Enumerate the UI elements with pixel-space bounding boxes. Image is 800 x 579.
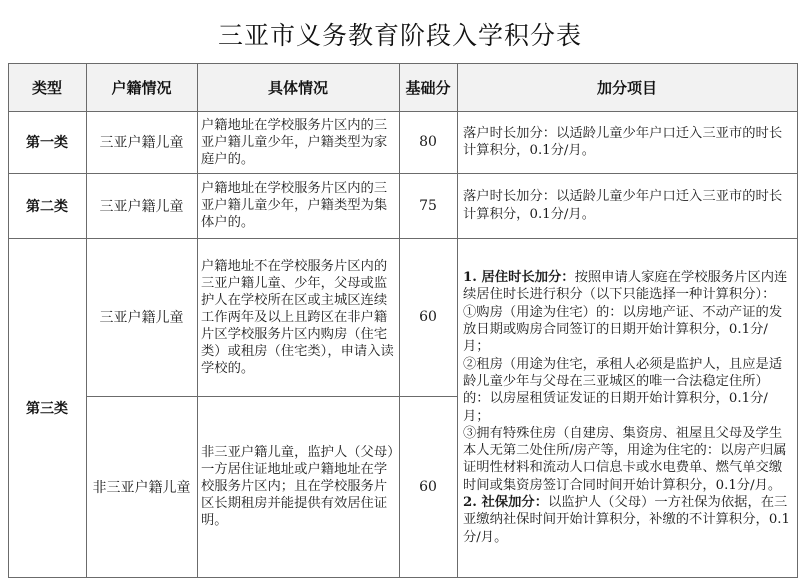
row-1-bonus-cell [457,111,797,173]
row-3b-hukou: 非三亚户籍儿童 [92,479,191,496]
header-detail: 具体情况 [267,78,328,97]
row-1-type: 第一类 [26,135,68,151]
header-hukou: 户籍情况 [111,78,172,97]
row-2-detail-cell [197,173,399,238]
row-3a-base-score: 60 [419,309,437,325]
row-1-detail: 户籍地址在学校服务片区内的三亚户籍儿童少年，户籍类型为家庭户的。 [201,117,388,167]
table-border-right [797,63,798,578]
row-3-bonus-cell [457,238,797,577]
header-base-score: 基础分 [405,78,451,97]
row-3a-hukou: 三亚户籍儿童 [99,310,184,326]
bonus-item-3: ③拥有特殊住房（自建房、集资房、祖屋且父母及学生本人无第二处住所/房产等，用途为住宅的：以房产归属证明性材料和流动人口信息卡或水电费单、燃气单交缴时间或集资房签订合同时间开始计算积分，0.1分/月。 [463,425,787,493]
row-2-type: 第二类 [26,198,68,215]
bonus-part-2-text: 以监护人（父母）一方社保为依据，在三亚缴纳社保时间开始计算积分，补缴的不计算积分，0.1分/月。 [463,494,790,545]
row-3a-detail: 户籍地址不在学校服务片区内的三亚户籍儿童、少年，父母或监护人在学校所在区或主城区连续工作两年及以上且跨区在非户籍片区学校服务片区内购房（住宅类）或租房（住宅类），申请入读学校的。 [201,258,394,376]
bonus-part-2 [463,494,793,546]
row-2-bonus-cell [457,173,797,238]
row-3-bonus [457,269,797,546]
row-1-hukou: 三亚户籍儿童 [99,135,184,151]
row-1-detail-cell [197,111,399,173]
table-border-bottom [8,577,798,578]
bonus-part-1-title: 1. 居住时长加分： [463,270,575,286]
row-2-detail: 户籍地址在学校服务片区内的三亚户籍儿童少年，户籍类型为集体户的。 [201,181,388,230]
header-bonus: 加分项目 [596,78,657,97]
row-2-hukou: 三亚户籍儿童 [99,198,184,215]
bonus-item-2: ②租房（用途为住宅，承租人必须是监护人，且应是适龄儿童少年与父母在三亚城区的唯一合法稳定住所）的：以房屋租赁证发证的日期开始计算积分，0.1分/月； [463,356,783,424]
row-3b-detail: 非三亚户籍儿童，监护人（父母）一方居住证地址或户籍地址在学校服务片区内；且在学校服务片区长期租房并能提供有效居住证明。 [201,445,394,528]
row-3-type: 第三类 [26,400,68,417]
row-2-bonus: 落户时长加分：以适龄儿童少年户口迁入三亚市的时长计算积分，0.1分/月。 [463,189,783,222]
row-3a-detail-cell [197,238,399,396]
row-1-base-score: 80 [419,134,437,150]
row-3b-base-score: 60 [419,478,437,495]
page-title: 三亚市义务教育阶段入学积分表 [217,21,582,50]
row-2-base-score: 75 [419,197,437,214]
bonus-item-1: ①购房（用途为住宅）的：以房地产证、不动产证的发放日期或购房合同签订的日期开始计算积分，0.1分/月； [463,304,783,355]
bonus-part-1 [463,269,793,304]
row-1-bonus: 落户时长加分：以适龄儿童少年户口迁入三亚市的时长计算积分，0.1分/月。 [463,125,783,158]
header-type: 类型 [31,78,62,97]
bonus-part-1-intro: 按照申请人家庭在学校服务片区内连续居住时长进行积分（以下只能选择一种计算积分）： [463,270,788,303]
row-3b-detail-cell [197,396,399,577]
bonus-part-2-title: 2. 社保加分： [463,494,548,510]
